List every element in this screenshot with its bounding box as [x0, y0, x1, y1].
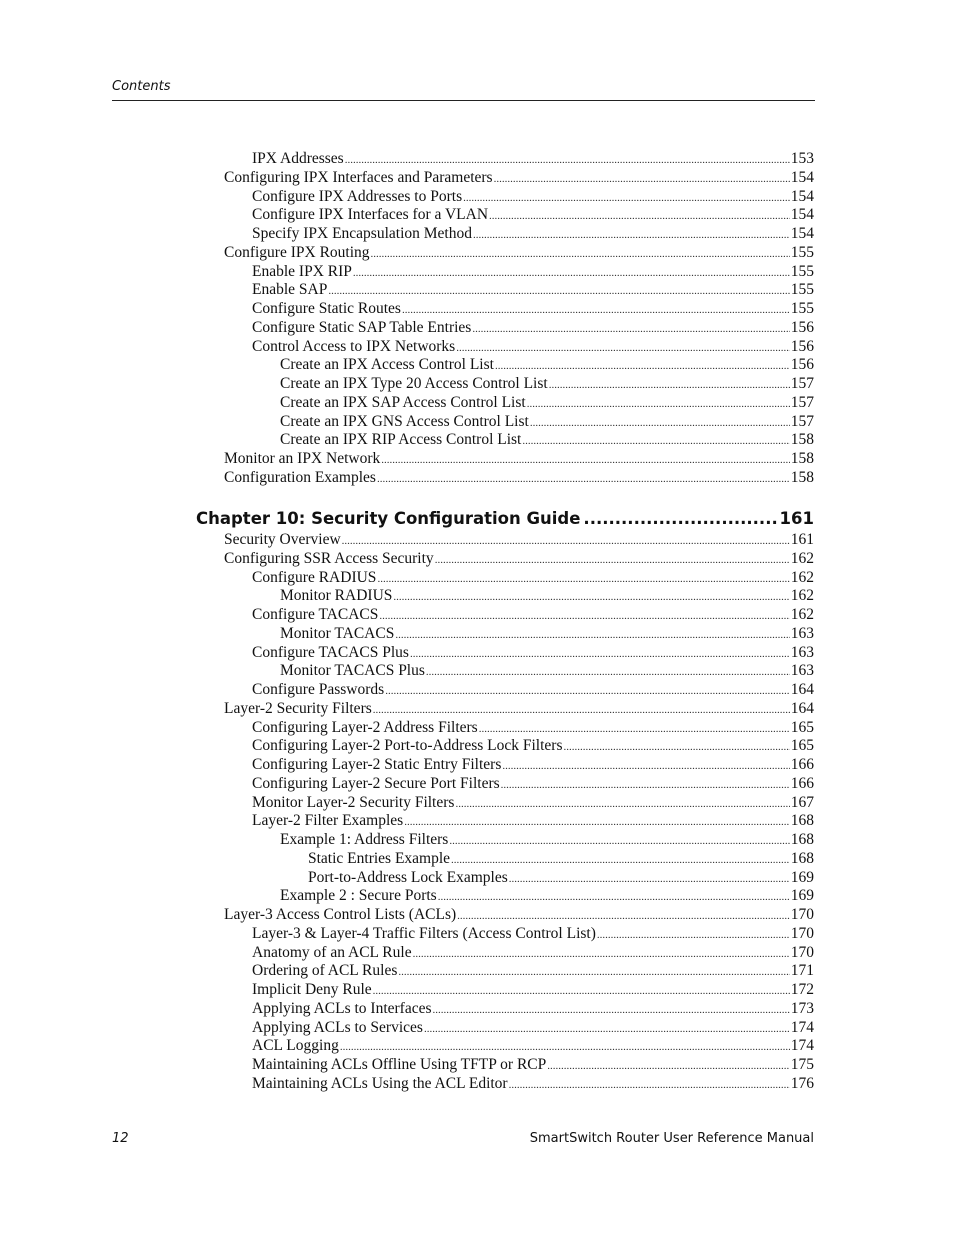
toc-entry-page-number: 156 [790, 318, 814, 336]
toc-entry[interactable] [252, 299, 814, 318]
toc-entry-title: Monitor TACACS [280, 624, 395, 642]
toc-entry[interactable] [280, 412, 814, 431]
toc-entry-title: Control Access to IPX Networks [252, 337, 456, 355]
toc-entry[interactable] [252, 262, 814, 281]
toc-entry[interactable] [252, 718, 814, 737]
toc-entry[interactable] [252, 318, 814, 337]
toc-entry[interactable] [252, 1074, 814, 1093]
toc-entry-page-number: 172 [790, 981, 814, 998]
toc-entry[interactable] [252, 680, 814, 699]
toc-entry-page-number: 169 [790, 887, 814, 905]
toc-entry[interactable] [252, 224, 814, 243]
toc-entry[interactable] [252, 643, 814, 662]
toc-entry[interactable] [252, 961, 814, 980]
toc-entry-title: Port-to-Address Lock Examples [308, 868, 508, 886]
toc-entry-page-number: 176 [790, 1074, 814, 1092]
toc-entry-title: Layer-2 Security Filters [224, 699, 372, 717]
toc-entry-page-number: 153 [790, 150, 814, 167]
toc-entry[interactable] [224, 549, 814, 568]
toc-entry-title: ACL Logging [252, 1037, 339, 1055]
toc-entry-title: Configuring Layer-2 Address Filters [252, 718, 478, 736]
chapter-heading[interactable] [196, 507, 814, 531]
toc-entry-title: IPX Addresses [252, 150, 344, 167]
toc-entry-title: Monitor Layer-2 Security Filters [252, 793, 455, 811]
toc-entry[interactable] [252, 943, 814, 962]
toc-entry-title: Configure IPX Interfaces for a VLAN [252, 206, 489, 224]
toc-entry-title: Create an IPX RIP Access Control List [280, 431, 522, 449]
footer-page-number: 12 [112, 1131, 129, 1146]
toc-entry[interactable] [280, 374, 814, 393]
toc-entry-page-number: 175 [790, 1056, 814, 1073]
toc-entry-page-number: 166 [790, 756, 814, 773]
toc-entry[interactable] [252, 774, 814, 793]
toc-entry-title: Layer-3 & Layer-4 Traffic Filters (Access Control List) [252, 924, 596, 942]
toc-entry-page-number: 163 [790, 643, 814, 661]
toc-entry-title: Configure Passwords [252, 681, 385, 698]
toc-entry-page-number: 156 [790, 356, 814, 374]
toc-entry-page-number: 171 [790, 962, 814, 980]
toc-entry-title: Configure IPX Routing [224, 243, 370, 261]
toc-entry-title: Monitor RADIUS [280, 587, 393, 605]
toc-entry-title: Maintaining ACLs Using the ACL Editor [252, 1074, 508, 1092]
toc-entry[interactable] [252, 811, 814, 830]
header-divider [112, 100, 815, 101]
toc-entry[interactable] [280, 661, 814, 680]
toc-entry[interactable] [280, 624, 814, 643]
toc-entry[interactable] [224, 449, 814, 468]
toc-entry[interactable] [252, 999, 814, 1018]
toc-entry-title: Configure Static SAP Table Entries [252, 318, 472, 336]
toc-entry-page-number: 170 [790, 906, 814, 923]
toc-entry[interactable] [252, 793, 814, 812]
toc-entry-page-number: 168 [790, 831, 814, 848]
toc-entry[interactable] [280, 393, 814, 412]
toc-entry-page-number: 168 [790, 812, 814, 830]
toc-entry-page-number: 154 [790, 168, 814, 186]
toc-entry-title: Monitor an IPX Network [224, 450, 381, 467]
toc-entry-title: Configure TACACS Plus [252, 643, 409, 661]
toc-entry-page-number: 162 [790, 549, 814, 567]
toc-entry-title: Monitor TACACS Plus [280, 662, 425, 680]
toc-entry[interactable] [224, 699, 814, 718]
toc-entry-page-number: 162 [790, 587, 814, 605]
toc-entry-title: Static Entries Example [308, 849, 451, 867]
toc-entry[interactable] [252, 187, 814, 206]
toc-entry[interactable] [252, 1036, 814, 1055]
toc-entry-title: Configuring SSR Access Security [224, 549, 434, 567]
toc-entry-page-number: 167 [790, 793, 814, 811]
toc-entry-page-number: 155 [790, 243, 814, 261]
toc-entry-title: Configure RADIUS [252, 568, 377, 586]
toc-entry[interactable] [280, 355, 814, 374]
toc-entry[interactable] [224, 468, 814, 487]
toc-entry-page-number: 155 [790, 262, 814, 280]
toc-entry-title: Enable IPX RIP [252, 262, 352, 280]
toc-entry[interactable] [252, 149, 814, 168]
toc-entry[interactable] [224, 530, 814, 549]
toc-entry-page-number: 154 [790, 187, 814, 205]
footer-manual-title: SmartSwitch Router User Reference Manual [529, 1131, 814, 1146]
chapter-page-number: 161 [779, 509, 814, 528]
toc-entry-page-number: 162 [790, 606, 814, 623]
toc-entry-title: Configuring Layer-2 Secure Port Filters [252, 774, 500, 792]
toc-entry-page-number: 169 [790, 868, 814, 886]
toc-entry-title: Create an IPX GNS Access Control List [280, 412, 529, 430]
dot-leader [509, 1076, 790, 1095]
toc-entry[interactable] [280, 830, 814, 849]
toc-entry-page-number: 174 [790, 1018, 814, 1036]
toc-entry[interactable] [280, 430, 814, 449]
toc-entry-title: Configuring Layer-2 Static Entry Filters [252, 756, 502, 773]
toc-entry-title: Example 2 : Secure Ports [280, 887, 437, 905]
toc-entry-page-number: 163 [790, 624, 814, 642]
toc-entry-page-number: 156 [790, 337, 814, 355]
toc-entry[interactable] [252, 1055, 814, 1074]
toc-entry-title: Create an IPX Access Control List [280, 356, 494, 374]
toc-entry[interactable] [280, 886, 814, 905]
toc-entry[interactable] [252, 1018, 814, 1037]
toc-entry-title: Enable SAP [252, 281, 328, 299]
toc-entry[interactable] [252, 568, 814, 587]
toc-entry-page-number: 158 [790, 468, 814, 486]
toc-entry-title: Configure IPX Addresses to Ports [252, 187, 463, 205]
toc-entry-title: Configuring Layer-2 Port-to-Address Lock Filters [252, 737, 563, 755]
toc-entry-title: Configuration Examples [224, 468, 376, 486]
toc-entry-title: Example 1: Address Filters [280, 831, 449, 848]
toc-entry[interactable] [224, 168, 814, 187]
toc-entry-title: Applying ACLs to Services [252, 1018, 423, 1036]
toc-entry-title: Layer-2 Filter Examples [252, 812, 404, 830]
toc-entry-title: Specify IPX Encapsulation Method [252, 225, 472, 242]
toc-entry-page-number: 174 [790, 1037, 814, 1055]
dot-leader [377, 470, 790, 489]
toc-entry[interactable] [224, 905, 814, 924]
toc-entry-title: Configure TACACS [252, 606, 379, 623]
chapter-title: Chapter 10: Security Configuration Guide [196, 509, 581, 528]
toc-entry[interactable] [308, 849, 814, 868]
toc-entry[interactable] [224, 243, 814, 262]
toc-entry-title: Configure Static Routes [252, 300, 401, 317]
toc-entry-page-number: 168 [790, 849, 814, 867]
toc-entry-page-number: 158 [790, 450, 814, 467]
toc-entry-page-number: 163 [790, 662, 814, 680]
toc-entry[interactable] [252, 736, 814, 755]
toc-entry-title: Applying ACLs to Interfaces [252, 999, 432, 1017]
toc-entry-page-number: 157 [790, 375, 814, 392]
toc-entry-page-number: 158 [790, 431, 814, 449]
toc-entry[interactable] [252, 280, 814, 299]
toc-entry-title: Create an IPX Type 20 Access Control List [280, 375, 548, 392]
toc-entry-title: Maintaining ACLs Offline Using TFTP or RCP [252, 1056, 547, 1073]
toc-entry-page-number: 155 [790, 300, 814, 317]
toc-entry-page-number: 164 [790, 681, 814, 698]
toc-entry-page-number: 165 [790, 718, 814, 736]
toc-entry-title: Security Overview [224, 531, 341, 548]
toc-entry-title: Layer-3 Access Control Lists (ACLs) [224, 906, 457, 923]
toc-entry[interactable] [252, 924, 814, 943]
toc-entry[interactable] [252, 205, 814, 224]
toc-entry-page-number: 165 [790, 737, 814, 755]
toc-entry[interactable] [252, 755, 814, 774]
toc-entry[interactable] [252, 980, 814, 999]
toc-entry-title: Implicit Deny Rule [252, 981, 372, 998]
toc-entry-page-number: 162 [790, 568, 814, 586]
toc-entry-page-number: 155 [790, 281, 814, 299]
toc-entry-page-number: 154 [790, 206, 814, 224]
toc-entry-page-number: 164 [790, 699, 814, 717]
toc-entry[interactable] [308, 868, 814, 887]
toc-entry-title: Ordering of ACL Rules [252, 962, 398, 980]
toc-entry-page-number: 161 [790, 531, 814, 548]
dot-leader [583, 507, 776, 531]
toc-entry-page-number: 157 [790, 412, 814, 430]
toc-entry[interactable] [280, 586, 814, 605]
toc-entry[interactable] [252, 605, 814, 624]
section-label: Contents [112, 79, 171, 94]
toc-entry[interactable] [252, 337, 814, 356]
toc-entry-title: Configuring IPX Interfaces and Parameters [224, 168, 493, 186]
toc-entry-page-number: 170 [790, 943, 814, 961]
toc-entry-page-number: 157 [790, 393, 814, 411]
toc-entry-title: Create an IPX SAP Access Control List [280, 393, 526, 411]
toc-entry-page-number: 154 [790, 225, 814, 242]
toc-entry-page-number: 166 [790, 774, 814, 792]
toc-entry-title: Anatomy of an ACL Rule [252, 943, 412, 961]
toc-entry-page-number: 170 [790, 924, 814, 942]
toc-entry-page-number: 173 [790, 999, 814, 1017]
